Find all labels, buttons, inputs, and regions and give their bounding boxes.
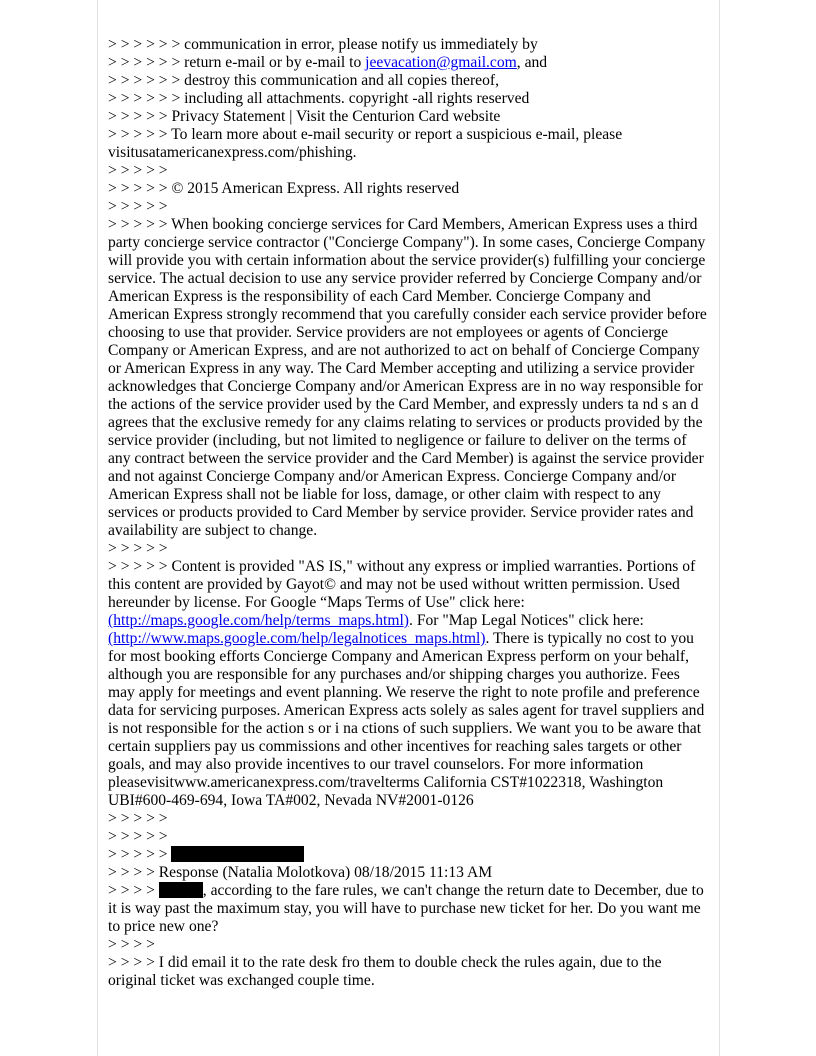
copyright-line: > > > > > © 2015 American Express. All rights reserved xyxy=(108,180,460,197)
quoted-line: > > > > > xyxy=(108,162,168,179)
quoted-line: > > > > > xyxy=(108,198,168,215)
redaction-box xyxy=(159,882,203,898)
quoted-line: > > > > > > destroy this communication and all copies thereof, xyxy=(108,72,499,89)
maps-terms-link[interactable]: (http://maps.google.com/help/terms_maps.html) xyxy=(108,612,410,629)
quoted-line: > > > > > xyxy=(108,810,168,827)
quoted-line: > > > > > To learn more about e-mail security or report a suspicious e-mail, please visitusatamericanexpress.com/phishing. xyxy=(108,126,627,161)
quoted-line: > > > > > xyxy=(108,846,708,864)
quoted-line: > > > > > > including all attachments. copyright -all rights reserved xyxy=(108,90,530,107)
redaction-box xyxy=(171,846,304,862)
quoted-line: > > > > > xyxy=(108,828,168,845)
email-body xyxy=(108,36,711,990)
page-left-border xyxy=(97,0,98,1056)
concierge-disclaimer: > > > > > When booking concierge services for Card Members, American Express uses a third party concierge service contractor ("Concierge Company"). In some cases, Concierge Company will provide you with certain information about the service provider(s) fulfilling your concierge service. The actual decision to use any service provider referred by Concierge Company and/or American Express is the responsibility of each Card Member. Concierge Company and American Express strongly recommend that you carefully consider each service provider before choosing to use that provider. Service providers are not employees or agents of Concierge Company or American Express, and are not authorized to act on behalf of Concierge Company or American Express in any way. The Card Member accepting and utilizing a service provider acknowledges that Concierge Company and/or American Express are in no way responsible for the actions of the service provider used by the Card Member, and expressly unders ta nd s an d agrees that the exclusive remedy for any claims relating to services or products provided by the service provider (including, but not limited to negligence or failure to deliver on the terms of any contract between the service provider and the Card Member) is against the service provider and not against Concierge Company and/or American Express. Concierge Company and/or American Express shall not be liable for loss, damage, or other claim with respect to any services or products provided to Card Member by service provider. Service provider rates and availability are subject to change. xyxy=(108,216,711,539)
quoted-line: > > > > > xyxy=(108,540,168,557)
page-right-border xyxy=(719,0,720,1056)
quoted-line: > > > > > > return e-mail or by e-mail to jeevacation@gmail.com, and xyxy=(108,54,548,71)
quoted-line: > > > > > Privacy Statement | Visit the Centurion Card website xyxy=(108,108,501,125)
quoted-line: > > > > > > communication in error, please notify us immediately by xyxy=(108,36,538,53)
quoted-line: > > > > I did email it to the rate desk fro them to double check the rules again, due to the original ticket was exchanged couple time. xyxy=(108,954,666,989)
content-disclaimer: > > > > > Content is provided "AS IS," without any express or implied warranties. Portions of this content are provided by Gayot© and may not be used without written permission. Used hereunder by license. For Google “Maps Terms of Use" click here: (http://maps.google.com/help/terms_maps.html). For "Map Legal Notices" click here: (http://www.maps.google.com/help/legalnotices_maps.html). There is typically no cost to you for most booking efforts Concierge Company and American Express perform on your behalf, although you are responsible for any purchases and/or shipping charges you authorize. Fees may apply for meetings and event planning. We reserve the right to note profile and preference data for servicing purposes. American Express acts solely as sales agent for travel suppliers and is not responsible for the action s or i na ctions of such suppliers. We want you to be aware that certain suppliers pay us commissions and other incentives for reaching sales targets or other goals, and may also provide incentives to our travel counselors. For more information pleasevisitwww.americanexpress.com/travelterms California CST#1022318, Washington UBI#600-469-694, Iowa TA#002, Nevada NV#2001-0126 xyxy=(108,558,709,809)
quoted-line: > > > > xyxy=(108,936,155,953)
response-header: > > > > Response (Natalia Molotkova) 08/18/2015 11:13 AM xyxy=(108,864,493,881)
email-link[interactable]: jeevacation@gmail.com xyxy=(365,54,517,71)
maps-legal-link[interactable]: (http://www.maps.google.com/help/legalnotices_maps.html) xyxy=(108,630,486,647)
quoted-line: > > > > , according to the fare rules, we can't change the return date to December, due to it is way past the maximum stay, you will have to purchase new ticket for her. Do you want me to price new one? xyxy=(108,882,708,935)
